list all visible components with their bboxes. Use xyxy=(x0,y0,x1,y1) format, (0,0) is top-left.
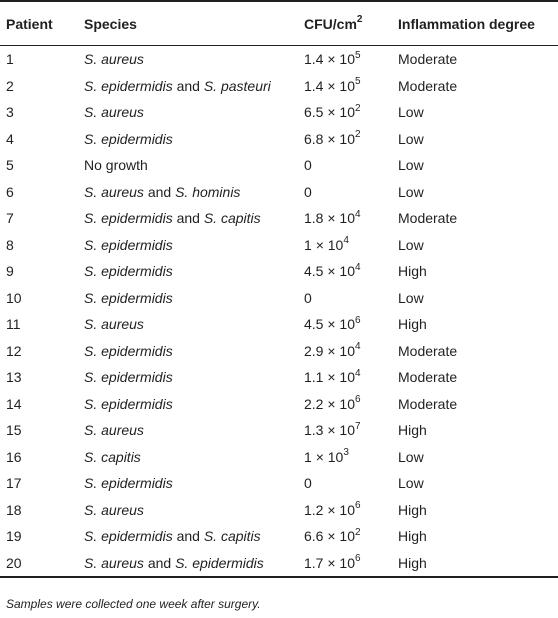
table-row xyxy=(0,232,558,259)
species-name: S. epidermidis xyxy=(84,263,173,280)
table-row xyxy=(0,73,558,100)
cell-patient: 20 xyxy=(0,550,84,578)
cfu-times-ten: × 10 xyxy=(327,369,355,386)
table-row xyxy=(0,338,558,365)
table-row xyxy=(0,391,558,418)
cell-inflammation: Moderate xyxy=(398,77,458,94)
cfu-mantissa: 1.4 xyxy=(304,51,324,68)
species-name: S. epidermidis xyxy=(84,342,173,359)
table-row xyxy=(0,99,558,126)
cfu-exponent: 6 xyxy=(355,500,361,512)
species-name: S. hominis xyxy=(175,183,241,200)
cell-species xyxy=(84,179,304,206)
cell-patient: 3 xyxy=(6,104,14,121)
cfu-times-ten: × 10 xyxy=(327,104,355,121)
table-row xyxy=(0,258,558,285)
species-name: S. aureus xyxy=(84,104,144,121)
cell-species xyxy=(84,205,304,232)
cfu-times-ten: × 10 xyxy=(327,422,355,439)
cell-cfu xyxy=(304,179,398,206)
cell-patient: 16 xyxy=(6,448,22,465)
cfu-mantissa: 6.8 xyxy=(304,130,324,147)
cfu-mantissa: 1 xyxy=(304,448,312,465)
cfu-mantissa: 6.6 xyxy=(304,528,324,545)
cell-patient: 6 xyxy=(6,183,14,200)
cfu-times-ten: × 10 xyxy=(327,77,355,94)
species-connector: and xyxy=(143,183,176,200)
cell-patient: 4 xyxy=(6,130,14,147)
table-row xyxy=(0,285,558,312)
table-row xyxy=(0,417,558,444)
species-connector: and xyxy=(172,528,204,545)
cell-cfu xyxy=(304,470,398,497)
cfu-exponent: 4 xyxy=(355,208,361,220)
cell-inflammation: High xyxy=(398,263,427,280)
cfu-mantissa: 1.3 xyxy=(304,422,324,439)
cell-cfu xyxy=(304,232,398,259)
cell-species xyxy=(84,550,304,578)
cfu-times-ten: × 10 xyxy=(315,448,344,465)
cfu-times-ten: × 10 xyxy=(327,554,355,571)
cfu-mantissa: 1.1 xyxy=(304,369,324,386)
cell-species xyxy=(84,417,304,444)
cell-inflammation: High xyxy=(398,550,558,578)
cell-species xyxy=(84,46,304,73)
table-row xyxy=(0,470,558,497)
species-name: S. epidermidis xyxy=(175,554,264,571)
cell-patient: 17 xyxy=(6,475,22,492)
cell-species xyxy=(84,73,304,100)
species-connector: and xyxy=(172,210,204,227)
table-footnote: Samples were collected one week after surgery. xyxy=(6,597,261,611)
header-inflammation: Inflammation degree xyxy=(398,1,558,46)
cell-species xyxy=(84,444,304,471)
cfu-times-ten: × 10 xyxy=(327,501,355,518)
cell-inflammation: Low xyxy=(398,289,424,306)
species-name: S. capitis xyxy=(84,448,141,465)
cell-inflammation: High xyxy=(398,422,427,439)
cell-patient: 7 xyxy=(6,210,14,227)
table-body xyxy=(0,46,558,578)
cfu-exponent: 6 xyxy=(355,553,361,565)
cfu-exponent: 5 xyxy=(355,49,361,61)
table-row xyxy=(0,364,558,391)
species-name: S. epidermidis xyxy=(84,369,173,386)
cell-cfu xyxy=(304,523,398,550)
cfu-mantissa: 4.5 xyxy=(304,316,324,333)
cell-cfu xyxy=(304,497,398,524)
cfu-exponent: 6 xyxy=(355,394,361,406)
cfu-exponent: 4 xyxy=(355,261,361,273)
cell-cfu xyxy=(304,311,398,338)
cell-inflammation: Low xyxy=(398,183,424,200)
species-name: S. epidermidis xyxy=(84,236,173,253)
cfu-times-ten: × 10 xyxy=(327,130,355,147)
cfu-exponent: 5 xyxy=(355,76,361,88)
cfu-mantissa: 2.9 xyxy=(304,342,324,359)
cell-species xyxy=(84,285,304,312)
header-cfu-base: CFU/cm xyxy=(304,15,357,32)
table-header xyxy=(0,1,558,46)
cell-cfu xyxy=(304,99,398,126)
cfu-times-ten: × 10 xyxy=(327,210,355,227)
cell-cfu xyxy=(304,444,398,471)
cell-inflammation: High xyxy=(398,501,427,518)
cfu-times-ten: × 10 xyxy=(327,51,355,68)
cell-species xyxy=(84,258,304,285)
species-name: S. aureus xyxy=(84,501,144,518)
cell-inflammation: Low xyxy=(398,130,424,147)
cell-patient: 11 xyxy=(6,316,21,333)
cfu-exponent: 4 xyxy=(343,235,349,247)
cfu-mantissa: 6.5 xyxy=(304,104,324,121)
table-row xyxy=(0,550,558,578)
cell-cfu xyxy=(304,364,398,391)
cell-species xyxy=(84,338,304,365)
cfu-exponent: 2 xyxy=(355,129,361,141)
cfu-mantissa: 1 xyxy=(304,236,312,253)
cfu-exponent: 2 xyxy=(355,526,361,538)
cell-species xyxy=(84,497,304,524)
cell-cfu xyxy=(304,258,398,285)
cfu-times-ten: × 10 xyxy=(315,236,344,253)
table-row xyxy=(0,205,558,232)
cell-cfu xyxy=(304,126,398,153)
cfu-exponent: 3 xyxy=(343,447,349,459)
species-name: S. epidermidis xyxy=(84,395,173,412)
cfu-value: 0 xyxy=(304,475,312,492)
cfu-mantissa: 2.2 xyxy=(304,395,324,412)
table-row xyxy=(0,311,558,338)
table-row xyxy=(0,523,558,550)
cfu-mantissa: 1.8 xyxy=(304,210,324,227)
cell-patient: 8 xyxy=(6,236,14,253)
cfu-exponent: 7 xyxy=(355,420,361,432)
cfu-exponent: 4 xyxy=(355,341,361,353)
cfu-times-ten: × 10 xyxy=(327,263,355,280)
cell-species xyxy=(84,99,304,126)
cfu-mantissa: 1.2 xyxy=(304,501,324,518)
cell-species xyxy=(84,126,304,153)
table-row xyxy=(0,497,558,524)
cfu-exponent: 4 xyxy=(355,367,361,379)
cfu-times-ten: × 10 xyxy=(327,342,355,359)
species-name: S. aureus xyxy=(84,51,144,68)
cell-inflammation: Low xyxy=(398,475,424,492)
cell-inflammation: High xyxy=(398,528,427,545)
cell-inflammation: High xyxy=(398,316,427,333)
cell-inflammation: Low xyxy=(398,157,424,174)
cell-inflammation: Low xyxy=(398,104,424,121)
cell-patient: 2 xyxy=(6,77,14,94)
cell-inflammation: Moderate xyxy=(398,395,458,412)
cfu-exponent: 2 xyxy=(355,102,361,114)
table-row xyxy=(0,179,558,206)
species-name: S. epidermidis xyxy=(84,77,173,94)
cell-cfu xyxy=(304,285,398,312)
cfu-mantissa: 4.5 xyxy=(304,263,324,280)
cfu-mantissa: 1.4 xyxy=(304,77,324,94)
header-cfu xyxy=(304,1,398,46)
header-species: Species xyxy=(84,1,304,46)
cfu-mantissa: 1.7 xyxy=(304,554,324,571)
cell-patient: 9 xyxy=(6,263,14,280)
cell-inflammation: Moderate xyxy=(398,51,458,68)
cell-species xyxy=(84,232,304,259)
species-name: S. epidermidis xyxy=(84,528,173,545)
cell-cfu xyxy=(304,46,398,73)
cfu-value: 0 xyxy=(304,183,312,200)
species-connector: and xyxy=(172,77,204,94)
cell-inflammation: Moderate xyxy=(398,210,458,227)
cell-cfu xyxy=(304,338,398,365)
cfu-times-ten: × 10 xyxy=(327,528,355,545)
cell-species xyxy=(84,152,304,179)
cell-patient: 1 xyxy=(6,51,14,68)
cell-species xyxy=(84,523,304,550)
cfu-times-ten: × 10 xyxy=(327,316,355,333)
table-row xyxy=(0,152,558,179)
species-name: S. aureus xyxy=(84,183,144,200)
header-row xyxy=(0,1,558,46)
cell-cfu xyxy=(304,391,398,418)
species-name: S. pasteuri xyxy=(203,77,271,94)
cell-patient: 15 xyxy=(6,422,22,439)
cell-inflammation: Low xyxy=(398,448,424,465)
species-name: S. epidermidis xyxy=(84,210,173,227)
species-name: S. aureus xyxy=(84,316,144,333)
cell-species xyxy=(84,364,304,391)
cell-species xyxy=(84,470,304,497)
cell-inflammation: Low xyxy=(398,236,424,253)
species-name: S. capitis xyxy=(203,210,261,227)
cfu-times-ten: × 10 xyxy=(327,395,355,412)
species-name: S. epidermidis xyxy=(84,130,173,147)
cell-inflammation: Moderate xyxy=(398,342,458,359)
cell-cfu xyxy=(304,205,398,232)
species-connector: No growth xyxy=(84,157,148,174)
species-name: S. epidermidis xyxy=(84,475,173,492)
header-patient: Patient xyxy=(0,1,84,46)
species-name: S. aureus xyxy=(84,554,144,571)
cell-cfu xyxy=(304,417,398,444)
cell-cfu xyxy=(304,73,398,100)
cell-species xyxy=(84,391,304,418)
cell-patient: 10 xyxy=(6,289,22,306)
cfu-exponent: 6 xyxy=(355,314,361,326)
species-name: S. aureus xyxy=(84,422,144,439)
species-name: S. capitis xyxy=(203,528,261,545)
cell-inflammation: Moderate xyxy=(398,369,458,386)
table-row xyxy=(0,126,558,153)
cell-patient: 14 xyxy=(6,395,22,412)
species-name: S. epidermidis xyxy=(84,289,173,306)
cell-cfu xyxy=(304,152,398,179)
cfu-value: 0 xyxy=(304,157,312,174)
cell-patient: 12 xyxy=(6,342,22,359)
species-connector: and xyxy=(143,554,176,571)
cfu-value: 0 xyxy=(304,289,312,306)
cell-patient: 19 xyxy=(6,528,22,545)
cell-patient: 18 xyxy=(6,501,22,518)
cell-species xyxy=(84,311,304,338)
cell-patient: 13 xyxy=(6,369,22,386)
header-cfu-exponent: 2 xyxy=(356,13,363,25)
table-row xyxy=(0,444,558,471)
cell-cfu xyxy=(304,550,398,578)
cell-patient: 5 xyxy=(6,157,14,174)
table-row xyxy=(0,46,558,73)
